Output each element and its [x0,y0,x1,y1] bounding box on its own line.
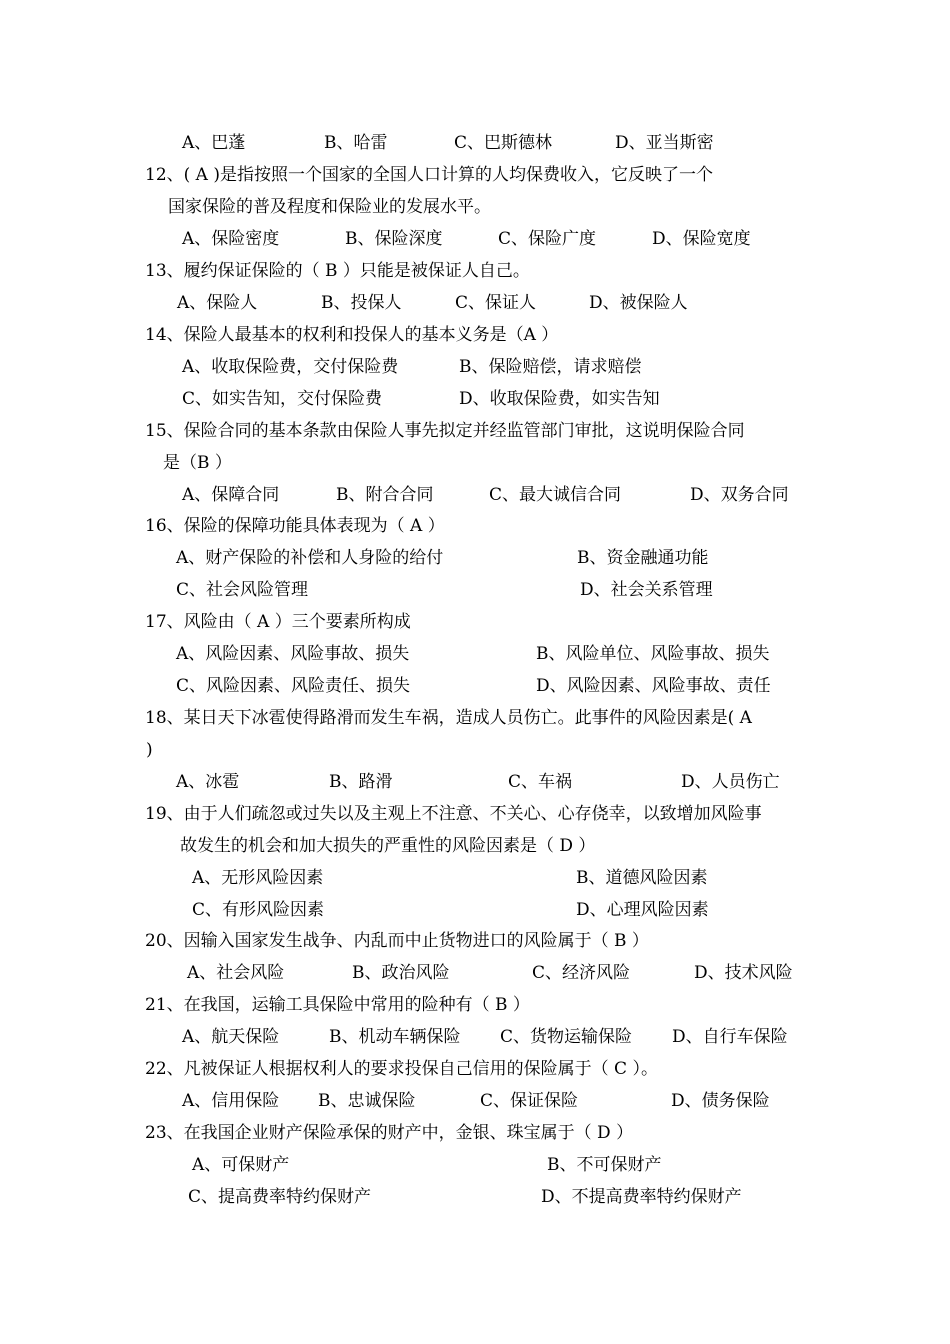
option-c: C、最大诚信合同 [489,485,622,505]
question-20-text: 20、因输入国家发生战争、内乱而中止货物进口的风险属于（ B ） [145,931,649,951]
option-c: C、货物运输保险 [500,1027,633,1047]
option-a: A、可保财产 [192,1155,290,1175]
question-19-text: 19、由于人们疏忽或过失以及主观上不注意、不关心、心存侥幸，以致增加风险事 [145,804,762,824]
option-b: B、哈雷 [324,133,388,153]
option-c: C、社会风险管理 [176,580,309,600]
question-12-text-cont: 国家保险的普及程度和保险业的发展水平。 [168,197,491,217]
option-a: A、保障合同 [182,485,280,505]
question-15-text: 15、保险合同的基本条款由保险人事先拟定并经监管部门审批，这说明保险合同 [145,421,745,441]
option-c: C、保证保险 [480,1091,579,1111]
option-a: A、冰雹 [176,772,240,792]
option-b: B、风险单位、风险事故、损失 [536,644,770,664]
option-b: B、忠诚保险 [318,1091,416,1111]
option-d: D、债务保险 [671,1091,770,1111]
option-b: B、道德风险因素 [576,868,708,888]
option-c: C、提高费率特约保财产 [188,1187,372,1207]
option-b: B、保险深度 [345,229,443,249]
option-c: C、巴斯德林 [454,133,553,153]
option-c: C、风险因素、风险责任、损失 [176,676,411,696]
question-17-text: 17、风险由（ A ）三个要素所构成 [145,612,411,632]
question-13-text: 13、履约保证保险的（ B ）只能是被保证人自己。 [145,261,530,281]
option-d: D、双务合同 [690,485,789,505]
option-a: A、巴蓬 [182,133,246,153]
question-12-text: 12、( A )是指按照一个国家的全国人口计算的人均保费收入，它反映了一个 [145,165,713,185]
question-22-text: 22、凡被保证人根据权利人的要求投保自己信用的保险属于（ C ）。 [145,1059,658,1079]
question-14-text: 14、保险人最基本的权利和投保人的基本义务是（A ） [145,325,559,345]
option-d: D、风险因素、风险事故、责任 [536,676,771,696]
question-18-text: 18、某日天下冰雹使得路滑而发生车祸，造成人员伤亡。此事件的风险因素是( A [145,708,752,728]
option-d: D、人员伤亡 [681,772,780,792]
option-a: A、信用保险 [182,1091,280,1111]
option-b: B、保险赔偿，请求赔偿 [459,357,642,377]
option-d: D、技术风险 [694,963,793,983]
option-a: A、无形风险因素 [192,868,324,888]
option-a: A、航天保险 [182,1027,280,1047]
question-18-text-cont: ) [146,740,153,760]
option-d: D、不提高费率特约保财产 [541,1187,742,1207]
option-a: A、保险密度 [182,229,280,249]
option-d: D、收取保险费，如实告知 [459,389,660,409]
option-a: A、财产保险的补偿和人身险的给付 [176,548,444,568]
option-d: D、保险宽度 [652,229,751,249]
option-a: A、社会风险 [187,963,285,983]
option-d: D、社会关系管理 [580,580,713,600]
option-d: D、心理风险因素 [576,900,709,920]
question-16-text: 16、保险的保障功能具体表现为（ A ） [145,516,445,536]
question-23-text: 23、在我国企业财产保险承保的财产中，金银、珠宝属于（ D ） [145,1123,634,1143]
option-b: B、不可保财产 [547,1155,662,1175]
option-d: D、被保险人 [589,293,688,313]
option-a: A、保险人 [177,293,258,313]
option-b: B、政治风险 [352,963,450,983]
option-d: D、亚当斯密 [615,133,714,153]
option-b: B、机动车辆保险 [329,1027,461,1047]
option-c: C、保险广度 [498,229,597,249]
option-b: B、投保人 [321,293,402,313]
option-b: B、路滑 [329,772,393,792]
option-a: A、收取保险费，交付保险费 [182,357,399,377]
option-c: C、经济风险 [532,963,631,983]
option-b: B、资金融通功能 [577,548,709,568]
option-c: C、有形风险因素 [192,900,325,920]
option-d: D、自行车保险 [672,1027,788,1047]
option-c: C、车祸 [508,772,573,792]
question-21-text: 21、在我国，运输工具保险中常用的险种有（ B ） [145,995,530,1015]
option-b: B、附合合同 [336,485,434,505]
option-c: C、如实告知，交付保险费 [182,389,383,409]
option-c: C、保证人 [455,293,537,313]
option-a: A、风险因素、风险事故、损失 [176,644,410,664]
question-19-text-cont: 故发生的机会和加大损失的严重性的风险因素是（ D ） [180,836,596,856]
question-15-text-cont: 是（B ） [163,453,232,473]
